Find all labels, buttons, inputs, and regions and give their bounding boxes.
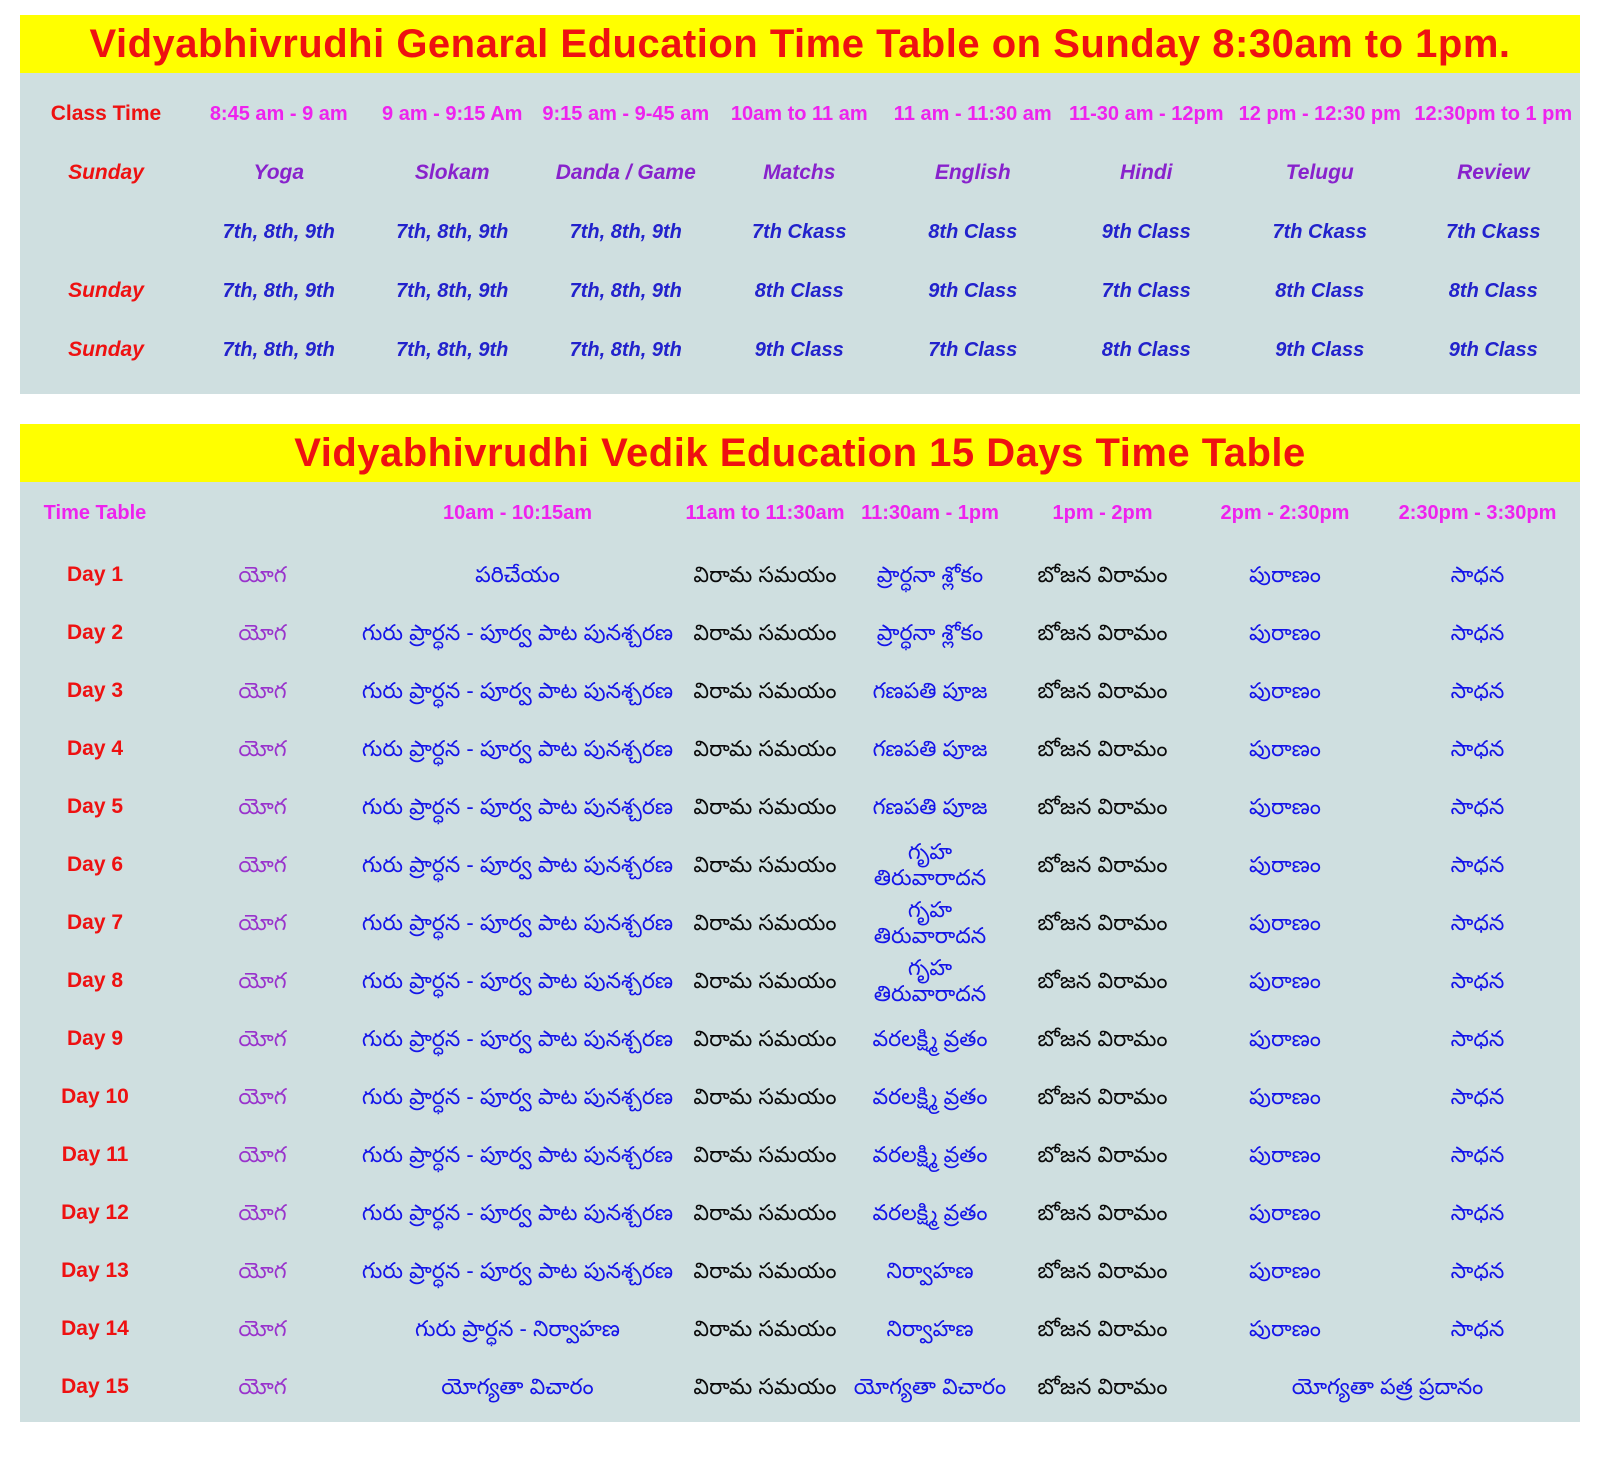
day-label: Day 12 xyxy=(61,1200,129,1224)
sadhana-cell: సాధన xyxy=(1450,1316,1505,1342)
lunch-cell: బోజన విరామం xyxy=(1037,1200,1168,1226)
vedik-title: Vidyabhivrudhi Vedik Education 15 Days Time Table xyxy=(294,430,1306,475)
yoga-cell: యోగ xyxy=(238,678,287,704)
morning-activity-cell: గురు ప్రార్ధన - పూర్వ పాట పునశ్చరణ xyxy=(361,1258,674,1284)
class-cell: 7th, 8th, 9th xyxy=(222,220,335,243)
yoga-cell: యోగ xyxy=(238,852,287,878)
subject-cell: Telugu xyxy=(1285,161,1354,185)
puranam-cell: పురాణం xyxy=(1249,852,1321,878)
morning-activity-cell: గురు ప్రార్ధన - పూర్వ పాట పునశ్చరణ xyxy=(361,1026,674,1052)
time-table-label: Time Table xyxy=(43,502,147,525)
time-slot-header: 9 am - 9:15 Am xyxy=(382,102,523,125)
day-row xyxy=(20,894,1580,952)
day-row xyxy=(20,952,1580,1010)
morning-activity-cell: గురు ప్రార్ధన - పూర్వ పాట పునశ్చరణ xyxy=(361,736,674,762)
day-label: Day 11 xyxy=(61,1142,129,1166)
class-cell: 7th, 8th, 9th xyxy=(396,220,509,243)
break-cell: విరామ సమయం xyxy=(693,1374,837,1400)
day-label: Day 15 xyxy=(61,1374,129,1398)
lunch-cell: బోజన విరామం xyxy=(1037,562,1168,588)
lunch-cell: బోజన విరామం xyxy=(1037,1026,1168,1052)
time-slot-header: 10am to 11 am xyxy=(730,102,868,125)
day-row xyxy=(20,1184,1580,1242)
break-cell: విరామ సమయం xyxy=(693,678,837,704)
class-time-header-row xyxy=(20,85,1580,144)
subject-cell: Hindi xyxy=(1120,161,1173,185)
break-cell: విరామ సమయం xyxy=(693,562,837,588)
day-label: Day 9 xyxy=(66,1026,124,1050)
midday-activity-cell: వరలక్ష్మి వ్రతం xyxy=(872,1026,988,1052)
yoga-cell: యోగ xyxy=(238,794,287,820)
sadhana-cell: సాధన xyxy=(1450,910,1505,936)
yoga-cell: యోగ xyxy=(238,1142,287,1168)
time-slot-header: 11 am - 11:30 am xyxy=(893,102,1052,125)
yoga-cell: యోగ xyxy=(238,1316,287,1342)
day-row xyxy=(20,778,1580,836)
yoga-cell: యోగ xyxy=(238,736,287,762)
time-slot-header: 2pm - 2:30pm xyxy=(1220,502,1350,525)
lunch-cell: బోజన విరామం xyxy=(1037,968,1168,994)
subject-cell: Yoga xyxy=(253,161,305,185)
general-timetable xyxy=(20,73,1580,394)
sunday-label: Sunday xyxy=(68,279,144,303)
puranam-cell: పురాణం xyxy=(1249,910,1321,936)
class-cell: 7th, 8th, 9th xyxy=(396,338,509,361)
sadhana-cell: సాధన xyxy=(1450,1200,1505,1226)
sadhana-cell: సాధన xyxy=(1450,1084,1505,1110)
certificate-cell: యోగ్యతా పత్ర ప్రదానం xyxy=(1291,1374,1484,1400)
day-label: Day 10 xyxy=(61,1084,129,1108)
midday-activity-cell: గణపతి పూజ xyxy=(872,736,988,762)
lunch-cell: బోజన విరామం xyxy=(1037,620,1168,646)
day-row xyxy=(20,1358,1580,1416)
sadhana-cell: సాధన xyxy=(1450,794,1505,820)
puranam-cell: పురాణం xyxy=(1249,1084,1321,1110)
class-assignment-row xyxy=(20,321,1580,380)
general-title-band xyxy=(20,15,1580,73)
yoga-cell: యోగ xyxy=(238,968,287,994)
class-cell: 9th Class xyxy=(1101,220,1191,243)
morning-activity-cell: గురు ప్రార్ధన - పూర్వ పాట పునశ్చరణ xyxy=(361,678,674,704)
vedik-header-row xyxy=(20,482,1580,546)
day-label: Day 4 xyxy=(66,736,124,760)
puranam-cell: పురాణం xyxy=(1249,678,1321,704)
sadhana-cell: సాధన xyxy=(1450,852,1505,878)
sunday-label: Sunday xyxy=(68,338,144,362)
lunch-cell: బోజన విరామం xyxy=(1037,910,1168,936)
day-row xyxy=(20,1242,1580,1300)
puranam-cell: పురాణం xyxy=(1249,1142,1321,1168)
morning-activity-cell: గురు ప్రార్ధన - పూర్వ పాట పునశ్చరణ xyxy=(361,794,674,820)
subject-cell: English xyxy=(934,161,1011,185)
subject-cell: Slokam xyxy=(414,161,490,185)
break-cell: విరామ సమయం xyxy=(693,620,837,646)
lunch-cell: బోజన విరామం xyxy=(1037,794,1168,820)
subject-cell: Danda / Game xyxy=(555,161,696,185)
class-cell: 8th Class xyxy=(754,279,844,302)
class-cell: 7th, 8th, 9th xyxy=(569,220,682,243)
time-slot-header: 9:15 am - 9-45 am xyxy=(542,102,710,125)
day-label: Day 7 xyxy=(66,910,124,934)
yoga-cell: యోగ xyxy=(238,1084,287,1110)
class-cell: 9th Class xyxy=(754,338,844,361)
lunch-cell: బోజన విరామం xyxy=(1037,1316,1168,1342)
day-label: Day 14 xyxy=(61,1316,129,1340)
midday-activity-cell: ప్రార్ధనా శ్లోకం xyxy=(876,620,984,646)
day-row xyxy=(20,662,1580,720)
class-cell: 8th Class xyxy=(928,220,1018,243)
midday-activity-cell: వరలక్ష్మి వ్రతం xyxy=(872,1142,988,1168)
class-cell: 7th, 8th, 9th xyxy=(222,338,335,361)
day-label: Day 13 xyxy=(61,1258,129,1282)
class-assignment-row xyxy=(20,203,1580,262)
day-row xyxy=(20,1300,1580,1358)
day-row xyxy=(20,604,1580,662)
midday-activity-cell: ప్రార్ధనా శ్లోకం xyxy=(876,562,984,588)
class-cell: 7th, 8th, 9th xyxy=(569,338,682,361)
yoga-cell: యోగ xyxy=(238,1026,287,1052)
morning-activity-cell: గురు ప్రార్ధన - నిర్వాహణ xyxy=(415,1316,620,1342)
top-margin xyxy=(0,0,1600,15)
class-time-label: Class Time xyxy=(50,102,162,126)
sadhana-cell: సాధన xyxy=(1450,1026,1505,1052)
break-cell: విరామ సమయం xyxy=(693,794,837,820)
class-cell: 7th Ckass xyxy=(752,220,847,243)
time-slot-header: 2:30pm - 3:30pm xyxy=(1398,502,1557,525)
puranam-cell: పురాణం xyxy=(1249,968,1321,994)
yoga-cell: యోగ xyxy=(238,1374,287,1400)
general-education-section xyxy=(20,15,1580,394)
class-cell: 9th Class xyxy=(928,279,1018,302)
puranam-cell: పురాణం xyxy=(1249,794,1321,820)
day-row xyxy=(20,720,1580,778)
day-label: Day 5 xyxy=(66,794,124,818)
subject-cell: Review xyxy=(1457,161,1530,185)
midday-activity-cell: యోగ్యతా విచారం xyxy=(853,1374,1007,1400)
vedik-timetable xyxy=(20,482,1580,1422)
yoga-cell: యోగ xyxy=(238,1200,287,1226)
yoga-cell: యోగ xyxy=(238,620,287,646)
puranam-cell: పురాణం xyxy=(1249,736,1321,762)
break-cell: విరామ సమయం xyxy=(693,968,837,994)
sadhana-cell: సాధన xyxy=(1450,562,1505,588)
sunday-subjects-row xyxy=(20,144,1580,203)
sadhana-cell: సాధన xyxy=(1450,678,1505,704)
time-slot-header: 12:30pm to 1 pm xyxy=(1414,102,1573,125)
morning-activity-cell: గురు ప్రార్ధన - పూర్వ పాట పునశ్చరణ xyxy=(361,1142,674,1168)
break-cell: విరామ సమయం xyxy=(693,736,837,762)
day-label: Day 3 xyxy=(66,678,124,702)
morning-activity-cell: గురు ప్రార్ధన - పూర్వ పాట పునశ్చరణ xyxy=(361,1084,674,1110)
sadhana-cell: సాధన xyxy=(1450,736,1505,762)
break-cell: విరామ సమయం xyxy=(693,910,837,936)
class-cell: 9th Class xyxy=(1448,338,1538,361)
class-cell: 8th Class xyxy=(1275,279,1365,302)
time-slot-header: 1pm - 2pm xyxy=(1052,502,1153,525)
morning-activity-cell: గురు ప్రార్ధన - పూర్వ పాట పునశ్చరణ xyxy=(361,968,674,994)
midday-activity-cell: గృహ తిరువారాదన xyxy=(873,839,987,890)
morning-activity-cell: గురు ప్రార్ధన - పూర్వ పాట పునశ్చరణ xyxy=(361,910,674,936)
day-row xyxy=(20,1126,1580,1184)
morning-activity-cell: గురు ప్రార్ధన - పూర్వ పాట పునశ్చరణ xyxy=(361,852,674,878)
morning-activity-cell: యోగ్యతా విచారం xyxy=(441,1374,594,1400)
break-cell: విరామ సమయం xyxy=(693,1084,837,1110)
class-cell: 7th, 8th, 9th xyxy=(222,279,335,302)
midday-activity-cell: గృహ తిరువారాదన xyxy=(873,897,987,948)
class-cell: 7th Class xyxy=(928,338,1018,361)
lunch-cell: బోజన విరామం xyxy=(1037,678,1168,704)
time-slot-header: 10am - 10:15am xyxy=(443,502,592,525)
sunday-label: Sunday xyxy=(68,161,144,185)
puranam-cell: పురాణం xyxy=(1249,1316,1321,1342)
morning-activity-cell: గురు ప్రార్ధన - పూర్వ పాట పునశ్చరణ xyxy=(361,1200,674,1226)
class-cell: 7th Class xyxy=(1101,279,1191,302)
midday-activity-cell: నిర్వాహణ xyxy=(886,1316,974,1342)
class-assignment-row xyxy=(20,262,1580,321)
day-label: Day 1 xyxy=(66,562,124,586)
vedik-title-band xyxy=(20,424,1580,482)
general-title: Vidyabhivrudhi Genaral Education Time Table on Sunday 8:30am to 1pm. xyxy=(89,21,1511,66)
break-cell: విరామ సమయం xyxy=(693,1142,837,1168)
time-slot-header: 11am to 11:30am xyxy=(685,502,845,525)
sadhana-cell: సాధన xyxy=(1450,1258,1505,1284)
day-row xyxy=(20,836,1580,894)
class-cell: 9th Class xyxy=(1275,338,1365,361)
lunch-cell: బోజన విరామం xyxy=(1037,736,1168,762)
break-cell: విరామ సమయం xyxy=(693,1200,837,1226)
break-cell: విరామ సమయం xyxy=(693,1316,837,1342)
sadhana-cell: సాధన xyxy=(1450,1142,1505,1168)
puranam-cell: పురాణం xyxy=(1249,1258,1321,1284)
break-cell: విరామ సమయం xyxy=(693,1258,837,1284)
class-cell: 8th Class xyxy=(1101,338,1191,361)
midday-activity-cell: వరలక్ష్మి వ్రతం xyxy=(872,1200,988,1226)
midday-activity-cell: గణపతి పూజ xyxy=(872,678,988,704)
yoga-cell: యోగ xyxy=(238,1258,287,1284)
lunch-cell: బోజన విరామం xyxy=(1037,1258,1168,1284)
puranam-cell: పురాణం xyxy=(1249,562,1321,588)
lunch-cell: బోజన విరామం xyxy=(1037,1374,1168,1400)
vedik-education-section xyxy=(20,424,1580,1422)
time-slot-header: 12 pm - 12:30 pm xyxy=(1238,102,1401,125)
class-cell: 7th Ckass xyxy=(1272,220,1367,243)
lunch-cell: బోజన విరామం xyxy=(1037,1142,1168,1168)
day-row xyxy=(20,546,1580,604)
time-slot-header: 8:45 am - 9 am xyxy=(209,102,348,125)
midday-activity-cell: గృహ తిరువారాదన xyxy=(873,955,987,1006)
section-gap xyxy=(0,394,1600,424)
lunch-cell: బోజన విరామం xyxy=(1037,852,1168,878)
puranam-cell: పురాణం xyxy=(1249,1200,1321,1226)
yoga-cell: యోగ xyxy=(238,562,287,588)
day-label: Day 6 xyxy=(66,852,124,876)
day-label: Day 8 xyxy=(66,968,124,992)
midday-activity-cell: గణపతి పూజ xyxy=(872,794,988,820)
sadhana-cell: సాధన xyxy=(1450,620,1505,646)
class-cell: 7th Ckass xyxy=(1446,220,1541,243)
day-row xyxy=(20,1068,1580,1126)
morning-activity-cell: పరిచేయం xyxy=(475,562,560,588)
time-slot-header: 11:30am - 1pm xyxy=(861,502,999,525)
yoga-cell: యోగ xyxy=(238,910,287,936)
break-cell: విరామ సమయం xyxy=(693,1026,837,1052)
break-cell: విరామ సమయం xyxy=(693,852,837,878)
sadhana-cell: సాధన xyxy=(1450,968,1505,994)
puranam-cell: పురాణం xyxy=(1249,620,1321,646)
puranam-cell: పురాణం xyxy=(1249,1026,1321,1052)
day-label: Day 2 xyxy=(66,620,124,644)
subject-cell: Matchs xyxy=(763,161,836,185)
class-cell: 8th Class xyxy=(1448,279,1538,302)
midday-activity-cell: నిర్వాహణ xyxy=(886,1258,974,1284)
lunch-cell: బోజన విరామం xyxy=(1037,1084,1168,1110)
midday-activity-cell: వరలక్ష్మి వ్రతం xyxy=(872,1084,988,1110)
day-row xyxy=(20,1010,1580,1068)
time-slot-header: 11-30 am - 12pm xyxy=(1068,102,1224,125)
morning-activity-cell: గురు ప్రార్ధన - పూర్వ పాట పునశ్చరణ xyxy=(361,620,674,646)
class-cell: 7th, 8th, 9th xyxy=(569,279,682,302)
class-cell: 7th, 8th, 9th xyxy=(396,279,509,302)
